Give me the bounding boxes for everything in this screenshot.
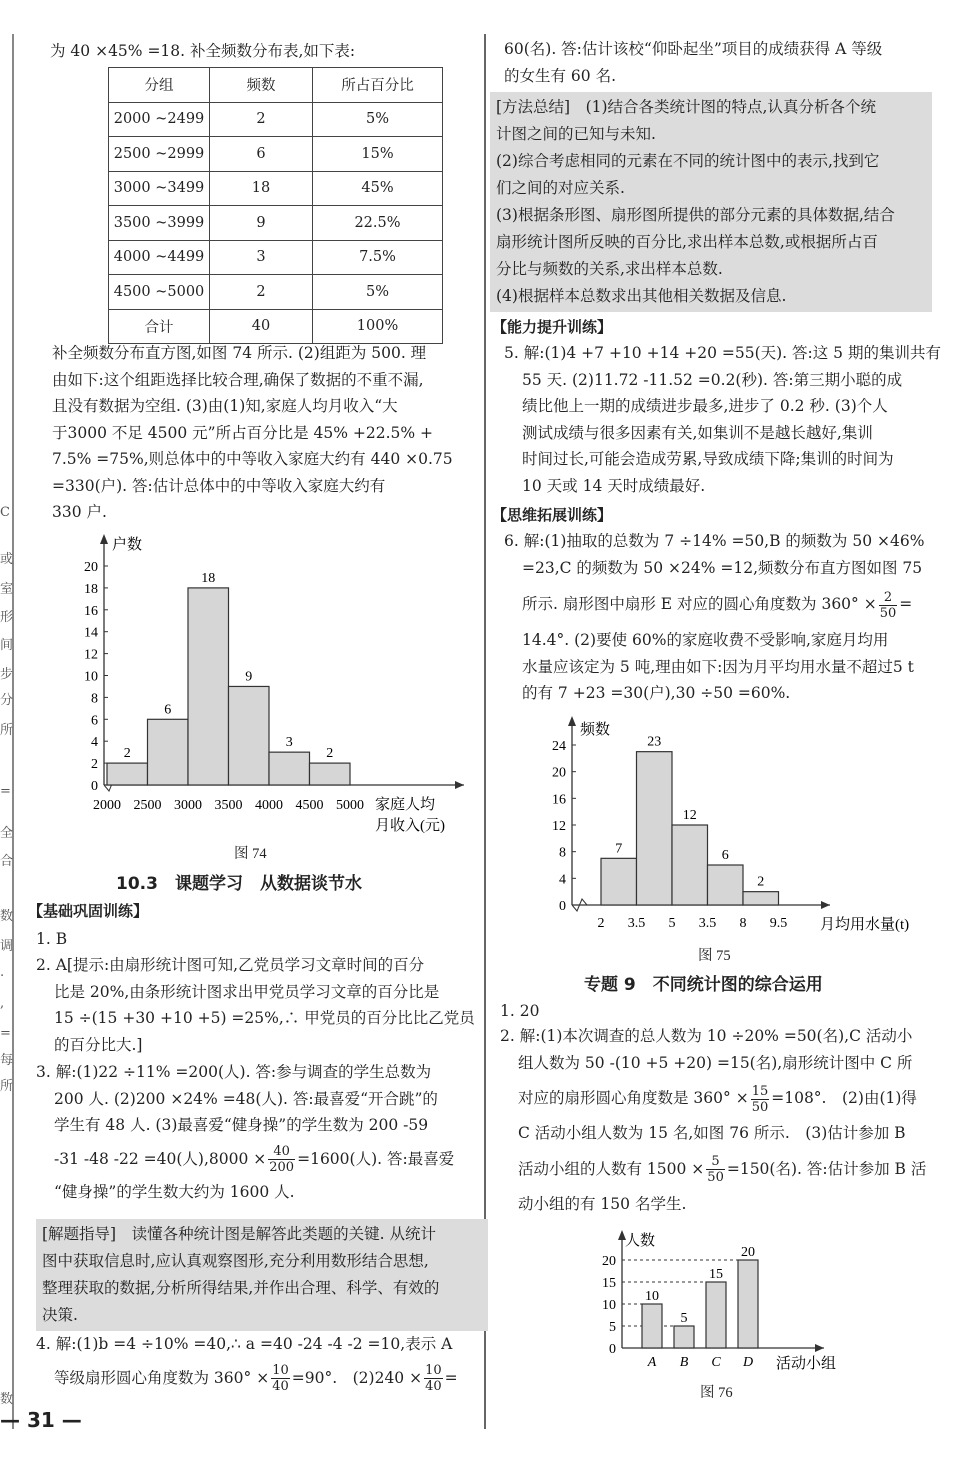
x-axis-label: 月均用水量(t) <box>820 917 910 933</box>
table-cell: 9 <box>210 206 313 241</box>
q3-line-4b: =1600(人). 答:最喜爱 <box>297 1149 455 1168</box>
q6-line-5: 水量应该定为 5 吨,理由如下:因为月平均用水量不超过5 t <box>522 657 914 676</box>
q6-line-6: 的有 7 +23 =30(户),30 ÷50 =60%. <box>522 684 791 702</box>
table-cell: 45% <box>313 171 443 206</box>
category-label: B <box>679 1355 689 1370</box>
expand-training-head: 【思维拓展训练】 <box>492 506 613 524</box>
table-row <box>109 240 443 275</box>
page-number-value: 31 <box>26 1408 55 1432</box>
x-axis-label: 活动小组 <box>776 1356 837 1372</box>
question-6 <box>504 528 924 707</box>
y-tick-label: 6 <box>91 713 98 729</box>
tip-line-3: 整理获取的数据,分析所得结果,并作出合理、科学、有效的 <box>42 1279 440 1297</box>
q6-line-4: 14.4°. (2)要使 60%的家庭收费不受影响,家庭月均用 <box>522 631 889 649</box>
table-cell: 6 <box>210 137 313 172</box>
q4-line-1: 4. 解:(1)b =4 ÷10% =40,∴ a =40 -24 -4 -2 =10,表示 A <box>36 1335 453 1353</box>
edge-char: 形 <box>0 610 14 625</box>
y-axis-label: 频数 <box>580 722 611 738</box>
method-line-5: (3)根据条形图、扇形图所提供的部分元素的具体数据,结合 <box>496 206 895 224</box>
fraction-15-50: $\frac{15}{50}$ <box>751 1083 769 1115</box>
y-tick-label: 14 <box>84 625 98 641</box>
table-row <box>109 102 443 137</box>
fig74-caption: 图 74 <box>234 846 267 862</box>
table-cell: 频数 <box>210 68 313 103</box>
edge-char: 室 <box>0 582 14 597</box>
edge-char: 所 <box>0 723 14 738</box>
basic-training-head: 【基础巩固训练】 <box>28 902 149 920</box>
x-tick-label: 3.5 <box>627 916 646 931</box>
histogram-bar <box>269 752 310 785</box>
edge-char: 调 <box>0 939 14 954</box>
table-cell: 所占百分比 <box>313 68 443 103</box>
table-cell: 5% <box>313 275 443 310</box>
q3-line-4a: -31 -48 -22 =40(人),8000 × <box>54 1149 267 1168</box>
q5-line-1: 5. 解:(1)4 +7 +10 +14 +20 =55(天). 答:这 5 期的集训共有 <box>504 344 941 362</box>
t2-line-3a: 对应的扇形圆心角度数是 360° × <box>518 1089 749 1107</box>
para1-line-3: 且没有数据为空组. (3)由(1)知,家庭人均月收入“大 <box>52 397 398 415</box>
tip-line-2: 图中获取信息时,应认真观察图形,充分利用数形结合思想, <box>42 1252 429 1270</box>
problem-solving-tip <box>36 1219 488 1331</box>
bar-value-label: 3 <box>285 735 293 751</box>
edge-char: 分 <box>0 693 14 708</box>
topic-q1: 1. 20 <box>500 1002 540 1020</box>
topic-q2 <box>500 1023 926 1217</box>
x-tick-label: 5000 <box>336 798 364 813</box>
x-tick-label: 2 <box>597 916 605 931</box>
table-cell: 3500 ~3999 <box>109 206 210 241</box>
method-line-4: 们之间的对应关系. <box>496 179 625 197</box>
y-tick-label: 24 <box>552 739 566 754</box>
table-cell: 3000 ~3499 <box>109 171 210 206</box>
histogram-fig74 <box>32 528 472 838</box>
edge-char: C <box>0 505 10 520</box>
x-tick-label: 3500 <box>214 798 243 813</box>
table-cell: 40 <box>210 309 313 344</box>
q3-line-5: “健身操”的学生数大约为 1600 人. <box>54 1182 295 1201</box>
y-axis-arrow <box>568 716 576 726</box>
y-tick-label: 10 <box>602 1298 616 1313</box>
table-header-row <box>109 68 443 103</box>
method-line-6: 扇形统计图所反映的百分比,求出样本总数,或根据所占百 <box>496 233 878 251</box>
histogram-fig75 <box>520 712 940 942</box>
bar-value-label: 18 <box>201 570 216 586</box>
q3-line-2: 200 人. (2)200 ×24% =48(人). 答:最喜爱“开合跳”的 <box>54 1089 438 1108</box>
q6-line-2: =23,C 的频数为 50 ×24% =12,频数分布直方图如图 75 <box>522 558 923 577</box>
histogram-bar <box>107 763 148 785</box>
continued-answer <box>504 36 882 89</box>
fraction-40-200: $\frac{40}{200}$ <box>269 1144 295 1175</box>
table-row <box>109 275 443 310</box>
table-row <box>109 171 443 206</box>
table-row <box>109 309 443 344</box>
question-1: 1. B <box>36 930 68 948</box>
histogram-bar <box>148 719 189 785</box>
y-tick-label: 10 <box>84 669 98 685</box>
q5-line-6: 10 天或 14 天时成绩最好. <box>522 476 706 495</box>
table-cell: 4000 ~4499 <box>109 240 210 275</box>
t2-line-5a: 活动小组的人数有 1500 × <box>518 1159 705 1178</box>
intro-line: 为 40 ×45% =18. 补全频数分布表,如下表: <box>50 42 356 60</box>
t2-line-2: 组人数为 50 -(10 +5 +20) =15(名),扇形统计图中 C 所 <box>518 1053 913 1072</box>
y-axis-label: 户数 <box>112 537 143 553</box>
edge-char: 数 <box>0 909 14 924</box>
table-row <box>109 206 443 241</box>
bar-value-label: 6 <box>721 848 729 863</box>
q5-line-4: 测试成绩与很多因素有关,如集训不是越长越好,集训 <box>522 423 873 442</box>
x-tick-label: 9.5 <box>769 916 788 931</box>
method-line-8: (4)根据样本总数求出其他相关数据及信息. <box>496 287 787 305</box>
histogram-bar <box>743 892 779 905</box>
q6-line-1: 6. 解:(1)抽取的总数为 7 ÷14% =50,B 的频数为 50 ×46% <box>504 532 925 550</box>
table-cell: 2500 ~2999 <box>109 137 210 172</box>
t2-line-5b: =150(名). 答:估计参加 B 活 <box>726 1159 927 1178</box>
para1-line-4: 于3000 不足 4500 元”所占百分比是 45% +22.5% + <box>52 423 434 442</box>
para1-line-7: 330 户. <box>52 503 107 521</box>
x-axis-label: 家庭人均 <box>375 797 436 813</box>
tip-line-4: 决策. <box>42 1306 78 1324</box>
category-label: C <box>711 1355 721 1370</box>
method-summary <box>490 92 932 312</box>
q6-line-3a: 所示. 扇形图中扇形 E 对应的圆心角度数为 360° × <box>522 595 877 613</box>
table-cell: 100% <box>313 309 443 344</box>
question-3 <box>36 1059 454 1205</box>
bar-value-label: 10 <box>645 1289 659 1304</box>
page-number: — 31 — <box>0 1408 82 1432</box>
x-tick-label: 8 <box>739 916 747 931</box>
y-tick-label: 5 <box>609 1320 616 1335</box>
method-line-3: (2)综合考虑相同的元素在不同的统计图中的表示,找到它 <box>496 152 880 170</box>
edge-char: 步 <box>0 667 14 682</box>
edge-char: 所 <box>0 1079 14 1094</box>
x-tick-label: 2500 <box>133 798 162 813</box>
bar-chart-fig76 <box>584 1228 904 1388</box>
bar-value-label: 15 <box>709 1267 723 1282</box>
table-cell: 2 <box>210 102 313 137</box>
edge-char: , <box>0 996 5 1011</box>
x-axis-arrow <box>815 1344 824 1352</box>
y-tick-label: 16 <box>84 603 98 619</box>
question-2 <box>36 952 475 1058</box>
y-tick-label: 15 <box>602 1276 616 1291</box>
table-cell: 合计 <box>109 309 210 344</box>
y-axis-label: 人数 <box>625 1233 656 1249</box>
edge-char: 合 <box>0 854 14 869</box>
para1-line-5: 7.5% =75%,则总体中的中等收入家庭大约有 440 ×0.75 <box>52 450 453 468</box>
q5-line-3: 绩比他上一期的成绩进步最多,进步了 0.2 秒. (3)个人 <box>522 397 888 415</box>
y-tick-label: 18 <box>84 581 98 597</box>
frequency-table <box>108 67 443 344</box>
table-cell: 18 <box>210 171 313 206</box>
q3-line-1: 3. 解:(1)22 ÷11% =200(人). 答:参与调查的学生总数为 <box>36 1063 432 1081</box>
bar-value-label: 5 <box>680 1311 688 1326</box>
x-axis-label: 月收入(元) <box>375 818 445 834</box>
table-cell: 4500 ~5000 <box>109 275 210 310</box>
q4-line-2a: 等级扇形圆心角度数为 360° × <box>54 1368 270 1387</box>
table-cell: 2 <box>210 275 313 310</box>
edge-char: = <box>0 784 11 799</box>
method-line-1: [方法总结] (1)结合各类统计图的特点,认真分析各个统 <box>496 98 876 116</box>
edge-char: 间 <box>0 638 14 653</box>
rtop-line-2: 的女生有 60 名. <box>504 66 617 85</box>
x-tick-label: 2000 <box>93 798 121 813</box>
edge-char: 全 <box>0 826 14 841</box>
table-cell: 分组 <box>109 68 210 103</box>
bar-value-label: 2 <box>757 874 765 890</box>
bar <box>738 1260 758 1348</box>
bar-value-label: 2 <box>123 746 131 762</box>
y-tick-label: 20 <box>552 765 566 781</box>
question-4 <box>36 1331 458 1398</box>
table-cell: 15% <box>313 137 443 172</box>
method-line-2: 计图之间的已知与未知. <box>496 125 656 143</box>
t2-line-1: 2. 解:(1)本次调查的总人数为 10 ÷20% =50(名),C 活动小 <box>500 1027 913 1045</box>
t2-line-6: 动小组的有 150 名学生. <box>518 1194 687 1213</box>
y-tick-label: 0 <box>559 899 566 914</box>
q6-line-3b: = <box>899 595 913 613</box>
edge-char: 数 <box>0 1392 14 1407</box>
topic-title-9: 专题 9 不同统计图的综合运用 <box>584 975 823 995</box>
q2-line-2: 比是 20%,由条形统计图求出甲党员学习文章的百分比是 <box>54 982 440 1001</box>
edge-char: 每 <box>0 1053 14 1068</box>
histogram-bar <box>672 825 708 905</box>
y-tick-label: 4 <box>91 735 98 751</box>
bar-value-label: 20 <box>741 1245 755 1260</box>
histogram-bar <box>229 686 270 785</box>
q2-line-1: 2. A[提示:由扇形统计图可知,乙党员学习文章时间的百分 <box>36 956 425 974</box>
q4-line-2c: = <box>444 1368 458 1387</box>
bar-value-label: 6 <box>164 702 172 718</box>
bar <box>706 1282 726 1348</box>
q5-line-5: 时间过长,可能会造成劳累,导致成绩下降;集训的时间为 <box>522 450 894 468</box>
t2-line-3b: =108°. (2)由(1)得 <box>771 1089 917 1107</box>
histogram-bar <box>188 588 229 785</box>
t2-line-4: C 活动小组人数为 15 名,如图 76 所示. (3)估计参加 B <box>518 1124 906 1142</box>
y-tick-label: 8 <box>91 691 98 707</box>
bar <box>674 1326 694 1348</box>
fraction-10-40: $\frac{10}{40}$ <box>272 1363 289 1394</box>
fraction-5-50: $\frac{5}{50}$ <box>707 1154 724 1185</box>
method-line-7: 分比与频数的关系,求出样本总数. <box>496 260 723 278</box>
q2-line-4: 的百分比大.] <box>54 1035 143 1054</box>
edge-char: 或 <box>0 552 14 567</box>
x-axis-arrow <box>455 781 464 789</box>
para1-line-2: 由如下:这个组距选择比较合理,确保了数据的不重不漏, <box>52 370 424 389</box>
histogram-bar <box>310 763 351 785</box>
table-cell: 7.5% <box>313 240 443 275</box>
x-tick-label: 4500 <box>295 798 324 813</box>
histogram-bar <box>637 752 673 905</box>
bar-value-label: 23 <box>647 734 662 750</box>
question-5 <box>504 340 941 499</box>
histogram-bar <box>708 865 744 905</box>
x-tick-label: 4000 <box>255 798 283 813</box>
fig76-caption: 图 76 <box>700 1385 733 1401</box>
section-title-10-3: 10.3 课题学习 从数据谈节水 <box>116 874 362 894</box>
bar <box>642 1304 662 1348</box>
table-cell: 5% <box>313 102 443 137</box>
rtop-line-1: 60(名). 答:估计该校“仰卧起坐”项目的成绩获得 A 等级 <box>504 40 883 58</box>
y-tick-label: 2 <box>91 757 98 773</box>
tip-line-1: [解题指导] 读懂各种统计图是解答此类题的关键. 从统计 <box>42 1225 436 1243</box>
x-tick-label: 3.5 <box>698 916 717 931</box>
fraction-10-40-b: $\frac{10}{40}$ <box>425 1363 442 1394</box>
x-axis-arrow <box>821 901 830 909</box>
fraction-2-50: $\frac{2}{50}$ <box>879 589 897 621</box>
ability-training-head: 【能力提升训练】 <box>492 318 613 336</box>
edge-char: . <box>0 965 5 980</box>
table-cell: 3 <box>210 240 313 275</box>
y-tick-label: 16 <box>552 792 566 808</box>
category-label: D <box>742 1355 754 1370</box>
x-tick-label: 5 <box>668 916 676 931</box>
answer-paragraph-1 <box>52 340 453 526</box>
table-cell: 22.5% <box>313 206 443 241</box>
bar-value-label: 7 <box>615 841 623 857</box>
table-cell: 2000 ~2499 <box>109 102 210 137</box>
y-tick-label: 20 <box>602 1254 616 1269</box>
histogram-bar <box>601 858 637 905</box>
y-axis-arrow <box>100 534 108 544</box>
fig75-caption: 图 75 <box>698 948 731 964</box>
para1-line-6: =330(户). 答:估计总体中的中等收入家庭大约有 <box>52 476 386 495</box>
y-tick-label: 4 <box>559 872 566 888</box>
y-tick-label: 12 <box>84 647 98 663</box>
table-row <box>109 137 443 172</box>
y-tick-label: 20 <box>84 560 98 575</box>
bar-value-label: 12 <box>682 808 697 823</box>
q2-line-3: 15 ÷(15 +30 +10 +5) =25%,∴ 甲党员的百分比比乙党员 <box>54 1009 475 1027</box>
para1-line-1: 补全频数分布直方图,如图 74 所示. (2)组距为 500. 理 <box>52 344 427 362</box>
q5-line-2: 55 天. (2)11.72 -11.52 =0.2(秒). 答:第三期小聪的成 <box>522 370 903 389</box>
category-label: A <box>647 1355 657 1370</box>
x-tick-label: 3000 <box>174 798 202 813</box>
bar-value-label: 2 <box>326 746 334 762</box>
q4-line-2b: =90°. (2)240 × <box>291 1368 423 1387</box>
y-tick-label: 0 <box>91 779 98 794</box>
y-tick-label: 0 <box>609 1342 616 1357</box>
y-tick-label: 8 <box>559 845 566 861</box>
q3-line-3: 学生有 48 人. (3)最喜爱“健身操”的学生数为 200 -59 <box>54 1116 429 1134</box>
bar-value-label: 9 <box>245 669 253 685</box>
y-tick-label: 12 <box>552 819 566 834</box>
edge-char: = <box>0 1026 11 1041</box>
